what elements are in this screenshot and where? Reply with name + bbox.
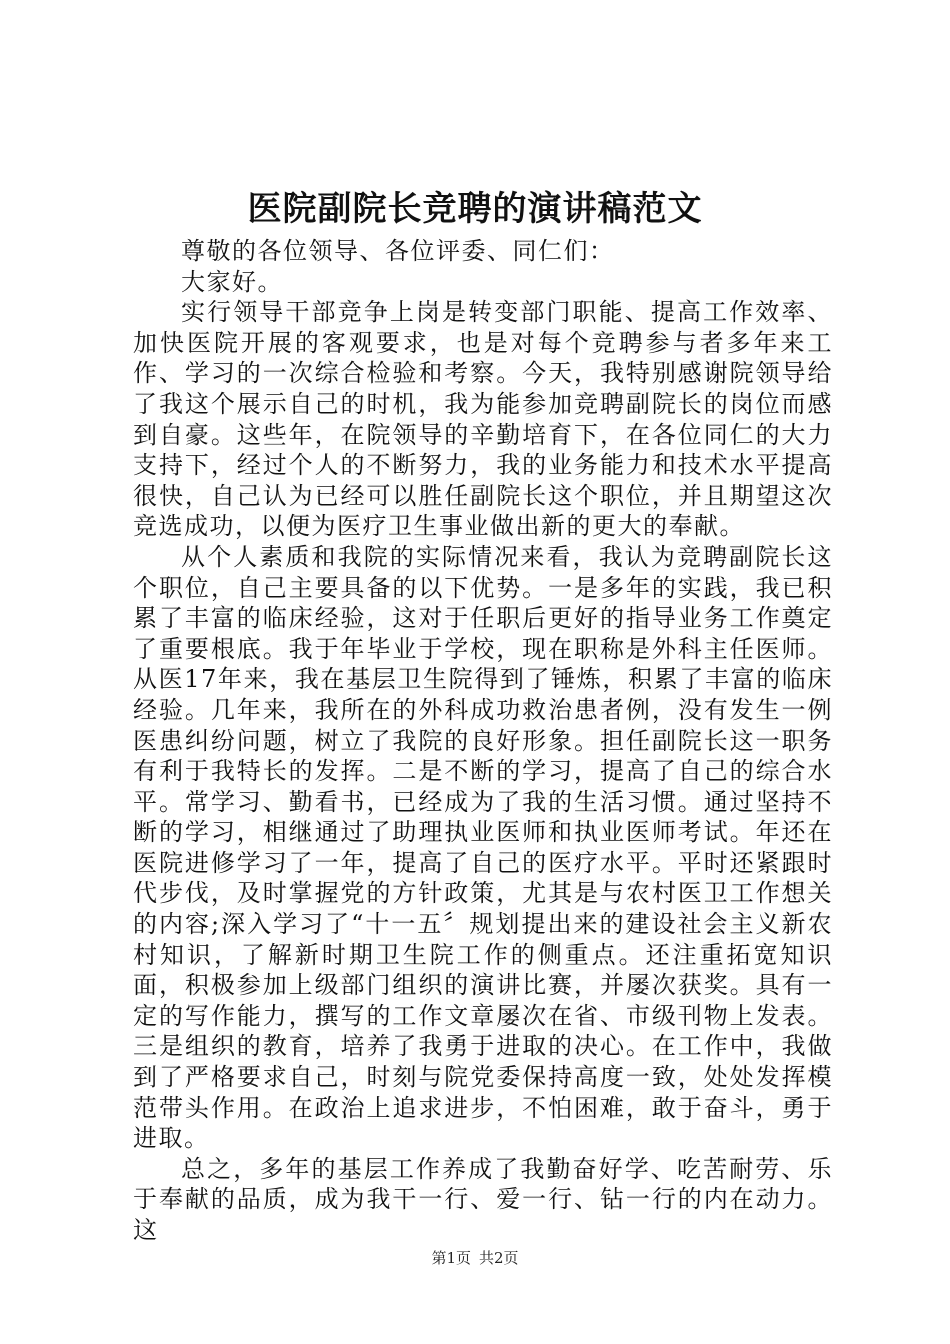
paragraph-intro: 实行领导干部竞争上岗是转变部门职能、提高工作效率、加快医院开展的客观要求，也是对每个竞聘参与者多年来工作、学习的一次综合检验和考察。今天，我特别感谢院领导给了我这个展示自己的时机，我为能参加竞聘副院长的岗位而感到自豪。这些年，在院领导的辛勤培育下，在各位同仁的大力支持下，经过个人的不断努力，我的业务能力和技术水平提高很快，自己认为已经可以胜任副院长这个职位，并且期望这次竞选成功，以便为医疗卫生事业做出新的更大的奉献。: [133, 298, 833, 541]
salutation: 尊敬的各位领导、各位评委、同仁们：: [181, 237, 615, 265]
paragraph-summary: 总之，多年的基层工作养成了我勤奋好学、吃苦耐劳、乐于奉献的品质，成为我干一行、爱一行、钻一行的内在动力。这: [133, 1154, 833, 1244]
document-body: [133, 236, 833, 1246]
paragraph-strengths: 从个人素质和我院的实际情况来看，我认为竞聘副院长这个职位，自己主要具备的以下优势。一是多年的实践，我已积累了丰富的临床经验，这对于任职后更好的指导业务工作奠定了重要根底。我于年毕业于学校，现在职称是外科主任医师。从医17年来，我在基层卫生院得到了锤炼，积累了丰富的临床经验。几年来，我所在的外科成功救治患者例，没有发生一例医患纠纷问题，树立了我院的良好形象。担任副院长这一职务有利于我特长的发挥。二是不断的学习，提高了自己的综合水平。常学习、勤看书，已经成为了我的生活习惯。通过坚持不断的学习，相继通过了助理执业医师和执业医师考试。年还在医院进修学习了一年，提高了自己的医疗水平。平时还紧跟时代步伐，及时掌握党的方针政策，尤其是与农村医卫工作想关的内容;深入学习了“十一五〞规划提出来的建设社会主义新农村知识，了解新时期卫生院工作的侧重点。还注重拓宽知识面，积极参加上级部门组织的演讲比赛，并屡次获奖。具有一定的写作能力，撰写的工作文章屡次在省、市级刊物上发表。三是组织的教育，培养了我勇于进取的决心。在工作中，我做到了严格要求自己，时刻与院党委保持高度一致，处处发挥模范带头作用。在政治上追求进步，不怕困难，敢于奋斗，勇于进取。: [133, 542, 833, 1153]
page-number: 第1页: [431, 1249, 471, 1267]
document-title: 医院副院长竞聘的演讲稿范文: [247, 189, 703, 229]
greeting: 大家好。: [181, 267, 283, 296]
page-total: 共2页: [479, 1249, 519, 1267]
page-footer: [0, 1248, 950, 1268]
